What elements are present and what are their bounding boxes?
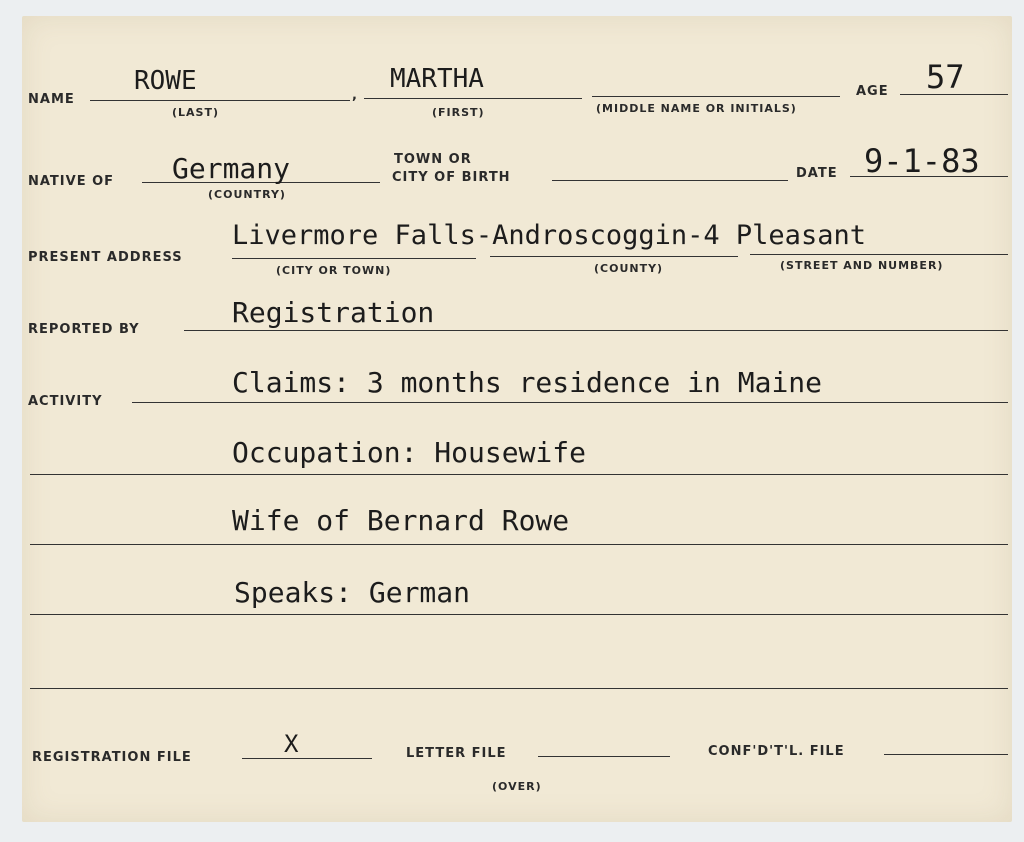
country-caption: (COUNTRY) <box>208 188 286 201</box>
first-name-line <box>364 98 582 99</box>
activity-value-3: Wife of Bernard Rowe <box>232 504 570 537</box>
street-line <box>750 254 1008 255</box>
activity-line-2 <box>30 474 1008 475</box>
age-value: 57 <box>926 58 965 96</box>
city-of-birth-label: CITY OF BIRTH <box>392 170 511 185</box>
city-or-town-caption: (CITY OR TOWN) <box>276 264 392 277</box>
first-caption: (FIRST) <box>432 106 485 119</box>
county-line <box>490 256 738 257</box>
date-value: 9-1-83 <box>864 142 980 180</box>
town-or-label: TOWN OR <box>394 152 472 167</box>
street-caption: (STREET AND NUMBER) <box>780 259 944 272</box>
record-card <box>22 16 1012 822</box>
confidential-file-line <box>884 754 1008 755</box>
over-caption: (OVER) <box>492 780 542 793</box>
city-of-birth-line <box>552 180 788 181</box>
activity-line-1 <box>132 402 1008 403</box>
middle-caption: (MIDDLE NAME OR INITIALS) <box>596 102 797 115</box>
date-label: DATE <box>796 166 838 181</box>
name-comma: , <box>352 88 358 103</box>
last-caption: (LAST) <box>172 106 220 119</box>
native-of-value: Germany <box>172 152 291 185</box>
activity-line-4 <box>30 614 1008 615</box>
address-value: Livermore Falls-Androscoggin-4 Pleasant <box>232 220 866 251</box>
last-name-line <box>90 100 350 101</box>
letter-file-label: LETTER FILE <box>406 746 507 761</box>
name-label: NAME <box>28 92 75 107</box>
letter-file-line <box>538 756 670 757</box>
age-label: AGE <box>856 84 889 99</box>
reported-by-value: Registration <box>232 296 435 329</box>
middle-name-line <box>592 96 840 97</box>
registration-file-mark: X <box>284 730 299 758</box>
last-name-value: ROWE <box>134 66 197 96</box>
activity-line-3 <box>30 544 1008 545</box>
activity-value-2: Occupation: Housewife <box>232 436 587 469</box>
activity-value-4: Speaks: German <box>234 576 471 609</box>
present-address-label: PRESENT ADDRESS <box>28 250 183 265</box>
reported-by-line <box>184 330 1008 331</box>
reported-by-label: REPORTED BY <box>28 322 140 337</box>
first-name-value: MARTHA <box>390 64 484 94</box>
confidential-file-label: CONF'D'T'L. FILE <box>708 744 845 759</box>
native-of-label: NATIVE OF <box>28 174 115 189</box>
registration-file-label: REGISTRATION FILE <box>32 750 192 765</box>
city-or-town-line <box>232 258 476 259</box>
activity-line-5 <box>30 688 1008 689</box>
activity-label: ACTIVITY <box>28 394 103 409</box>
activity-value-1: Claims: 3 months residence in Maine <box>232 366 823 399</box>
county-caption: (COUNTY) <box>594 262 664 275</box>
registration-file-line <box>242 758 372 759</box>
